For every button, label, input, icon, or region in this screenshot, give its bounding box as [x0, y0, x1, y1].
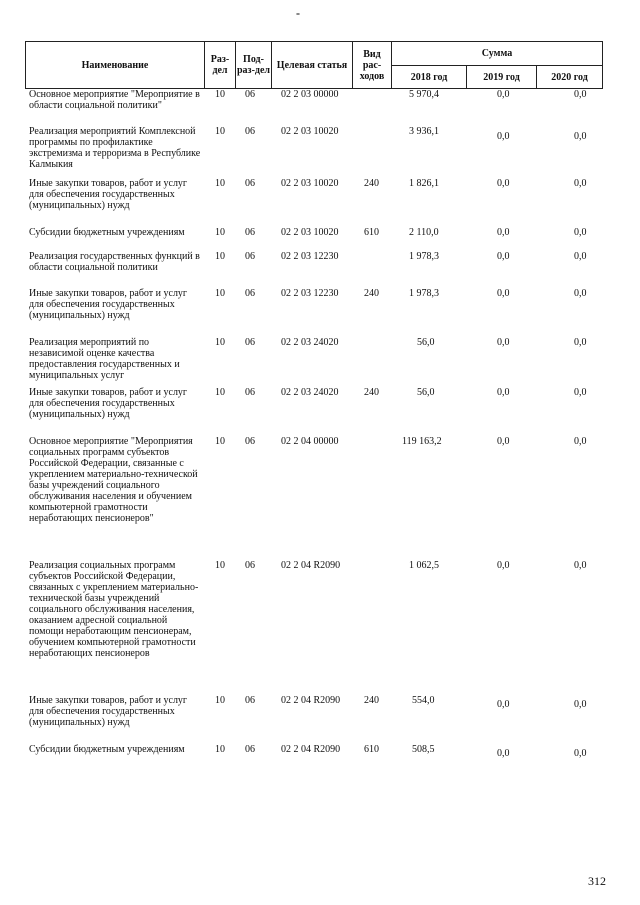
top-mark: -: [296, 6, 300, 20]
row-stat: 02 2 03 10020: [281, 178, 339, 189]
row-podrazdel: 06: [245, 89, 255, 100]
row-vid: 240: [364, 695, 379, 706]
row-razdel: 10: [215, 436, 225, 447]
row-2020: 0,0: [574, 748, 587, 759]
row-podrazdel: 06: [245, 178, 255, 189]
row-podrazdel: 06: [245, 126, 255, 137]
row-2018: 5 970,4: [409, 89, 439, 100]
row-2018: 56,0: [417, 387, 435, 398]
header-name: Наименование: [25, 41, 205, 89]
row-name: Основное мероприятие "Мероприятие в области социальной политики": [29, 89, 200, 111]
row-razdel: 10: [215, 560, 225, 571]
row-vid: 240: [364, 288, 379, 299]
header-vid: Вид рас-ходов: [352, 41, 392, 89]
row-podrazdel: 06: [245, 560, 255, 571]
row-vid: 610: [364, 744, 379, 755]
row-2018: 1 062,5: [409, 560, 439, 571]
row-name: Реализация мероприятий по независимой оценке качества предоставления государственных и муниципальных услуг: [29, 337, 180, 381]
row-2019: 0,0: [497, 131, 510, 142]
row-name: Иные закупки товаров, работ и услуг для обеспечения государственных (муниципальных) нужд: [29, 695, 188, 728]
row-stat: 02 2 03 24020: [281, 337, 339, 348]
row-vid: 610: [364, 227, 379, 238]
row-name: Иные закупки товаров, работ и услуг для обеспечения государственных (муниципальных) нужд: [29, 178, 188, 211]
table-header: [25, 41, 603, 89]
header-razdel: Раз-дел: [204, 41, 236, 89]
row-2020: 0,0: [574, 227, 587, 238]
row-stat: 02 2 04 R2090: [281, 744, 341, 755]
row-razdel: 10: [215, 695, 225, 706]
page-number: 312: [588, 874, 606, 888]
row-2019: 0,0: [497, 227, 510, 238]
row-stat: 02 2 03 12230: [281, 251, 339, 262]
row-2020: 0,0: [574, 288, 587, 299]
row-vid: 240: [364, 387, 379, 398]
row-2019: 0,0: [497, 387, 510, 398]
row-2018: 1 826,1: [409, 178, 439, 189]
header-summa: Сумма: [391, 41, 603, 66]
row-razdel: 10: [215, 89, 225, 100]
row-razdel: 10: [215, 227, 225, 238]
row-2020: 0,0: [574, 436, 587, 447]
header-2018: 2018 год: [391, 65, 467, 89]
row-stat: 02 2 03 12230: [281, 288, 339, 299]
row-2019: 0,0: [497, 748, 510, 759]
row-2019: 0,0: [497, 560, 510, 571]
row-name: Основное мероприятие "Мероприятия социальных программ субъектов Российской Федерации, связанные с укреплением материально-технической базы учреждений социального обслуживания населения и обучением компьютерной грамотности неработающих пенсионеров": [29, 436, 198, 524]
row-stat: 02 2 04 R2090: [281, 695, 341, 706]
row-name: Субсидии бюджетным учреждениям: [29, 227, 185, 238]
row-name: Субсидии бюджетным учреждениям: [29, 744, 185, 755]
row-name: Иные закупки товаров, работ и услуг для обеспечения государственных (муниципальных) нужд: [29, 288, 188, 321]
row-2018: 119 163,2: [402, 436, 442, 447]
row-podrazdel: 06: [245, 387, 255, 398]
row-vid: 240: [364, 178, 379, 189]
row-stat: 02 2 03 24020: [281, 387, 339, 398]
row-2020: 0,0: [574, 560, 587, 571]
row-2020: 0,0: [574, 131, 587, 142]
row-2018: 508,5: [412, 744, 435, 755]
row-stat: 02 2 03 10020: [281, 227, 339, 238]
row-razdel: 10: [215, 126, 225, 137]
row-2018: 1 978,3: [409, 251, 439, 262]
row-podrazdel: 06: [245, 251, 255, 262]
row-razdel: 10: [215, 337, 225, 348]
row-2020: 0,0: [574, 251, 587, 262]
row-razdel: 10: [215, 387, 225, 398]
row-2019: 0,0: [497, 89, 510, 100]
header-2019: 2019 год: [466, 65, 537, 89]
row-name: Иные закупки товаров, работ и услуг для обеспечения государственных (муниципальных) нужд: [29, 387, 188, 420]
row-stat: 02 2 04 R2090: [281, 560, 341, 571]
row-2019: 0,0: [497, 251, 510, 262]
row-podrazdel: 06: [245, 288, 255, 299]
row-podrazdel: 06: [245, 227, 255, 238]
row-2019: 0,0: [497, 436, 510, 447]
row-razdel: 10: [215, 288, 225, 299]
row-podrazdel: 06: [245, 695, 255, 706]
row-2019: 0,0: [497, 178, 510, 189]
row-podrazdel: 06: [245, 337, 255, 348]
row-2019: 0,0: [497, 699, 510, 710]
row-2018: 554,0: [412, 695, 435, 706]
row-2020: 0,0: [574, 699, 587, 710]
row-2018: 3 936,1: [409, 126, 439, 137]
row-stat: 02 2 03 00000: [281, 89, 339, 100]
row-2018: 56,0: [417, 337, 435, 348]
row-razdel: 10: [215, 178, 225, 189]
row-2020: 0,0: [574, 178, 587, 189]
header-stat: Целевая статья: [271, 41, 353, 89]
row-razdel: 10: [215, 251, 225, 262]
header-podrazdel: Под-раз-дел: [235, 41, 272, 89]
row-name: Реализация социальных программ субъектов Российской Федерации, связанных с укреплением материально-технической базы учреждений социального обслуживания населения, оказанием адресной социальной помощи неработающим пенсионерам, обучением компьютерной грамотности неработающих пенсионеров: [29, 560, 199, 659]
row-2019: 0,0: [497, 288, 510, 299]
row-2020: 0,0: [574, 337, 587, 348]
header-2020: 2020 год: [536, 65, 603, 89]
row-stat: 02 2 03 10020: [281, 126, 339, 137]
row-stat: 02 2 04 00000: [281, 436, 339, 447]
row-name: Реализация мероприятий Комплексной программы по профилактике экстремизма и терроризма в Республике Калмыкия: [29, 126, 201, 170]
row-podrazdel: 06: [245, 744, 255, 755]
row-2018: 2 110,0: [409, 227, 439, 238]
row-2020: 0,0: [574, 89, 587, 100]
row-podrazdel: 06: [245, 436, 255, 447]
row-2019: 0,0: [497, 337, 510, 348]
row-name: Реализация государственных функций в области социальной политики: [29, 251, 200, 273]
row-2018: 1 978,3: [409, 288, 439, 299]
row-2020: 0,0: [574, 387, 587, 398]
row-razdel: 10: [215, 744, 225, 755]
